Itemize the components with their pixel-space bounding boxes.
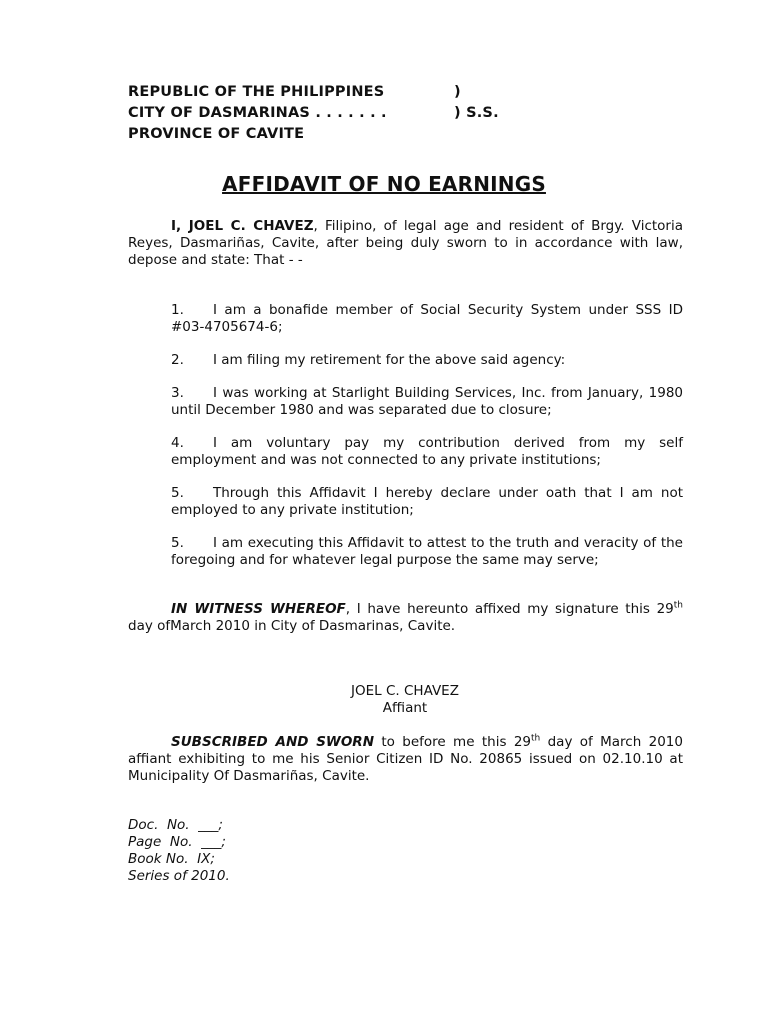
venue-line-2: CITY OF DASMARINAS . . . . . . . — [128, 105, 387, 121]
jurat-text-2: day of March 2010 affiant exhibiting to me his Senior Citizen ID No. 20865 issued on 02.10.10 at Municipality Of Dasmariñas, Cavite. — [128, 734, 683, 784]
venue-caption — [128, 82, 499, 145]
affiant-name: JOEL C. CHAVEZ — [351, 683, 459, 699]
statement-list — [171, 302, 683, 585]
item-text: I am voluntary pay my contribution derived from my self employment and was not connected to any private institutions; — [171, 435, 683, 468]
jurat-text-1: to before me this 29 — [374, 734, 532, 750]
item-number: 4. — [171, 435, 184, 451]
item-number: 5. — [171, 535, 184, 551]
document-title: AFFIDAVIT OF NO EARNINGS — [222, 172, 546, 196]
venue-row-3 — [128, 124, 387, 145]
page-number: Page No. ___; — [128, 834, 226, 850]
statement-item — [171, 435, 683, 469]
jurat-ordinal: th — [531, 733, 541, 744]
venue-paren-2: ) S.S. — [454, 105, 499, 121]
venue-line-1: REPUBLIC OF THE PHILIPPINES — [128, 84, 385, 100]
item-text: Through this Affidavit I hereby declare under oath that I am not employed to any private institution; — [171, 485, 683, 518]
jurat-lead: SUBSCRIBED AND SWORN — [171, 734, 374, 750]
statement-item — [171, 302, 683, 336]
statement-item — [171, 352, 683, 369]
witness-lead: IN WITNESS WHEREOF — [171, 601, 346, 617]
statement-item — [171, 385, 683, 419]
statement-item — [171, 535, 683, 569]
notarial-register — [128, 817, 230, 885]
item-number: 3. — [171, 385, 184, 401]
witness-ordinal: th — [673, 600, 683, 611]
venue-row-2 — [128, 103, 499, 124]
venue-paren-1: ) — [454, 84, 461, 100]
intro-paragraph — [128, 218, 683, 269]
statement-item — [171, 485, 683, 519]
affiant-signature-block — [0, 683, 768, 717]
item-number: 2. — [171, 352, 184, 368]
book-number: Book No. IX; — [128, 851, 215, 867]
affiant-name-intro: I, JOEL C. CHAVEZ — [171, 218, 314, 234]
venue-line-3: PROVINCE OF CAVITE — [128, 126, 305, 142]
item-number: 1. — [171, 302, 184, 318]
intro-text: , Filipino, of legal age and resident of Brgy. Victoria Reyes, Dasmariñas, Cavite, after being duly sworn to in accordance with law, depose and state: That - - — [128, 218, 684, 268]
item-number: 5. — [171, 485, 184, 501]
item-text: I am filing my retirement for the above said agency: — [213, 352, 566, 368]
item-text: I was working at Starlight Building Services, Inc. from January, 1980 until December 1980 and was separated due to closure; — [171, 385, 683, 418]
jurat-paragraph — [128, 734, 683, 785]
venue-row-1 — [128, 82, 461, 103]
witness-text-1: , I have hereunto affixed my signature this 29 — [345, 601, 674, 617]
witness-paragraph — [128, 601, 683, 635]
item-text: I am executing this Affidavit to attest to the truth and veracity of the foregoing and for whatever legal purpose the same may serve; — [171, 535, 683, 568]
item-text: I am a bonafide member of Social Security System under SSS ID #03-4705674-6; — [171, 302, 683, 335]
affiant-role: Affiant — [382, 700, 428, 716]
witness-text-2: day ofMarch 2010 in City of Dasmarinas, Cavite. — [128, 618, 456, 634]
series-year: Series of 2010. — [128, 868, 230, 884]
doc-number: Doc. No. ___; — [128, 817, 223, 833]
